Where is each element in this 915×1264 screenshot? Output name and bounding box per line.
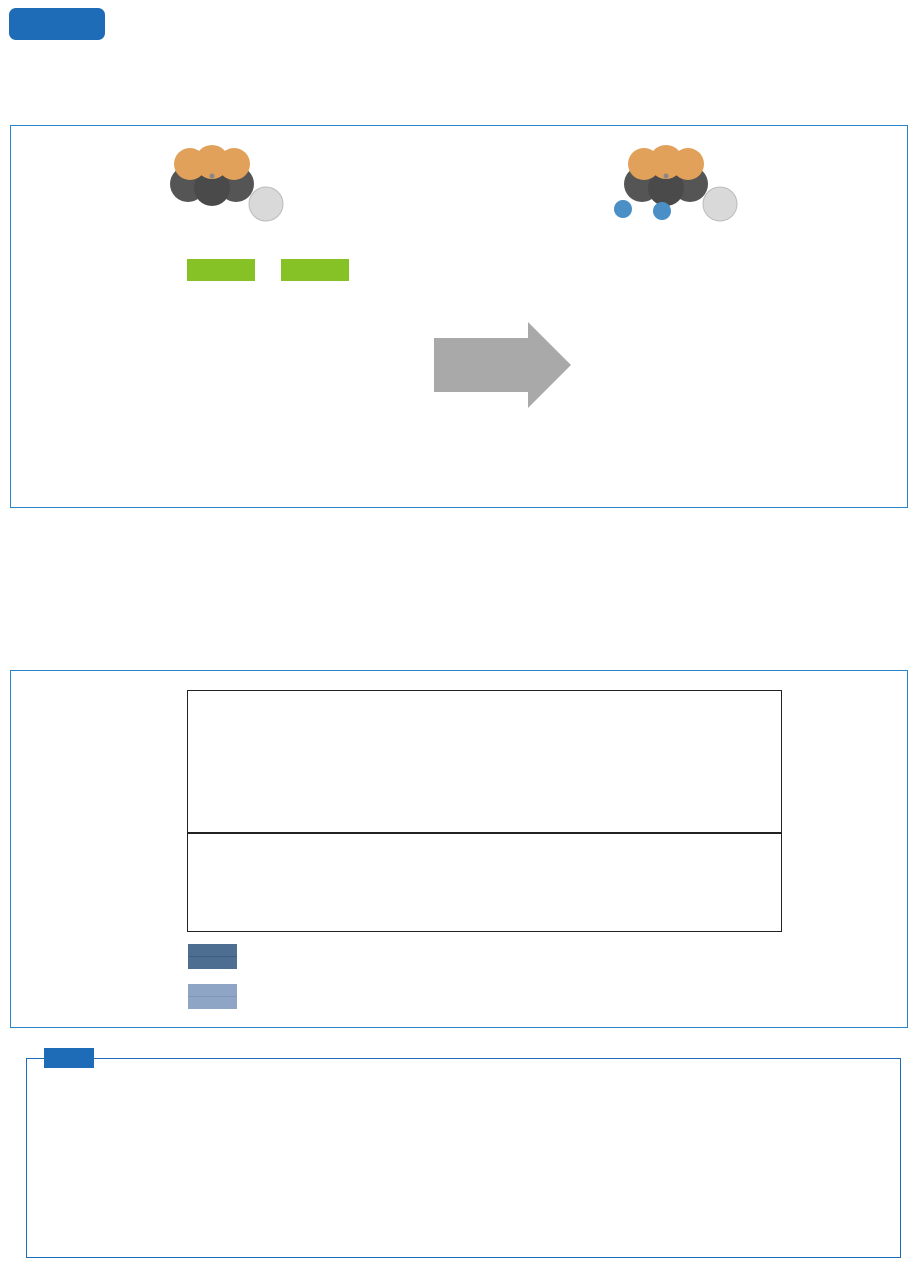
phospholipid-product — [614, 145, 737, 221]
legend-swatch-saturated-line — [188, 996, 237, 997]
reaction-svg — [11, 126, 905, 505]
stacked-bars-svg — [11, 671, 905, 1025]
glycerol-phosphate-molecule — [170, 145, 283, 221]
question-number-badge — [9, 8, 105, 40]
coa-box-1 — [187, 259, 255, 281]
coa-box-2 — [281, 259, 349, 281]
bogi-box — [26, 1058, 901, 1258]
gpat-reaction-diagram — [10, 125, 908, 508]
acyl-transferase-arrow — [434, 322, 571, 408]
bogi-tag — [44, 1048, 94, 1068]
fatty-acid-chart — [10, 670, 908, 1028]
legend-swatch-cis-line — [188, 956, 237, 957]
